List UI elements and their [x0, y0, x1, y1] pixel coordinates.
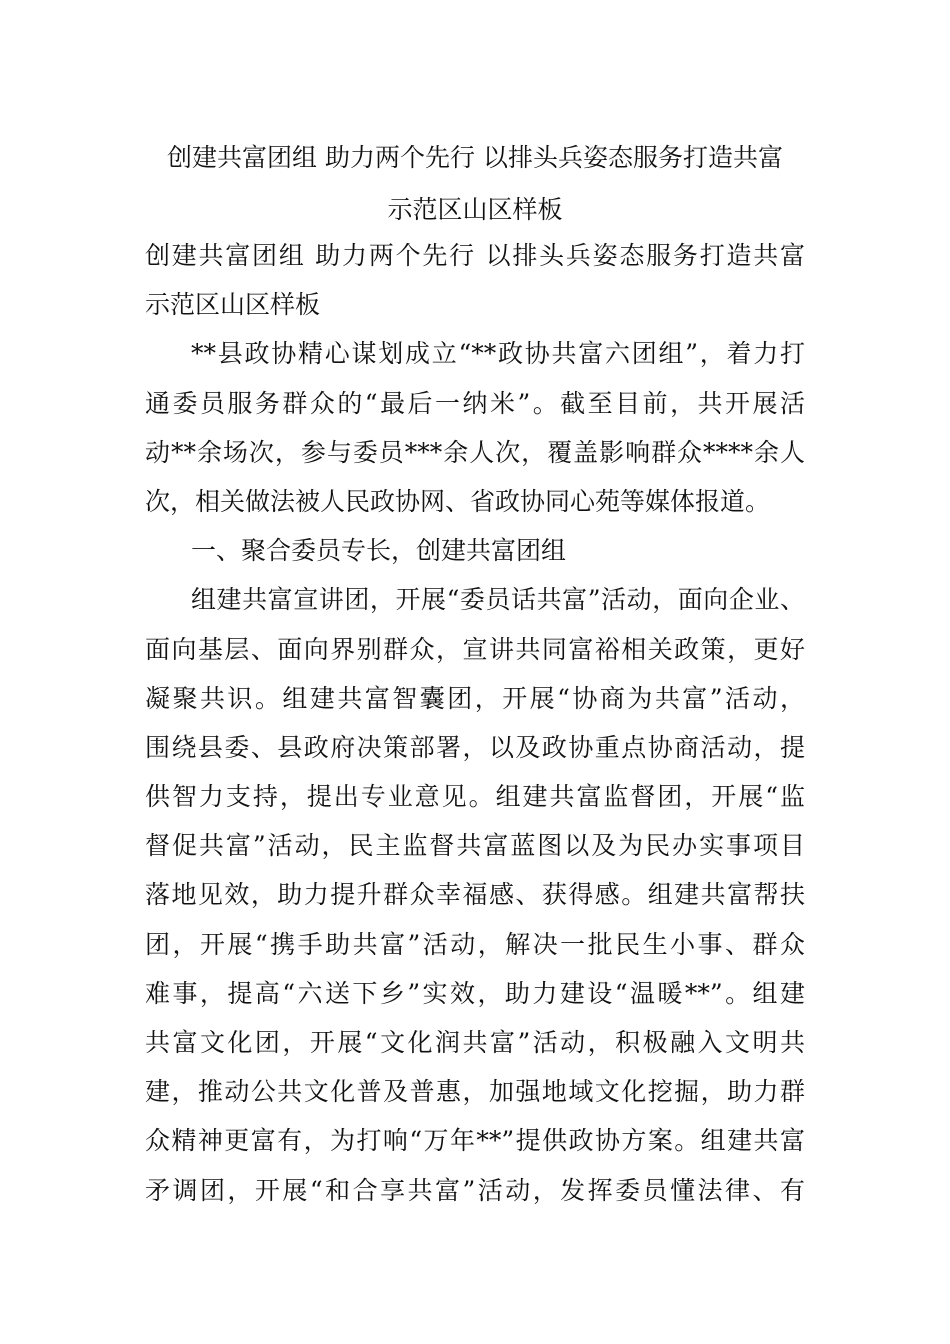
body-line: 通委员服务群众的“最后一纳米”。截至目前，共开展活 — [145, 388, 805, 418]
document-title — [145, 132, 805, 236]
body-line: 围绕县委、县政府决策部署，以及政协重点协商活动，提 — [145, 732, 805, 762]
body-line: 次，相关做法被人民政协网、省政协同心苑等媒体报道。 — [145, 486, 771, 516]
title-line-2: 示范区山区样板 — [387, 195, 563, 224]
body-line: 凝聚共识。组建共富智囊团，开展“协商为共富”活动， — [145, 683, 805, 713]
body-line: 建，推动公共文化普及普惠，加强地域文化挖掘，助力群 — [145, 1077, 805, 1107]
body-line: 团，开展“携手助共富”活动，解决一批民生小事、群众 — [145, 929, 805, 959]
body-line: 督促共富”活动，民主监督共富蓝图以及为民办实事项目 — [145, 831, 805, 861]
body-line: 供智力支持，提出专业意见。组建共富监督团，开展“监 — [145, 782, 805, 812]
body-line: **县政协精心谋划成立“**政协共富六团组”，着力打 — [191, 339, 805, 369]
body-line: 创建共富团组 助力两个先行 以排头兵姿态服务打造共富 — [145, 241, 805, 270]
title-line-1: 创建共富团组 助力两个先行 以排头兵姿态服务打造共富 — [167, 143, 783, 172]
body-line: 动**余场次，参与委员***余人次，覆盖影响群众****余人 — [145, 437, 805, 467]
body-line: 矛调团，开展“和合享共富”活动，发挥委员懂法律、有 — [145, 1175, 805, 1205]
body-line: 组建共富宣讲团，开展“委员话共富”活动，面向企业、 — [191, 585, 805, 615]
body-line: 一、聚合委员专长，创建共富团组 — [191, 536, 567, 566]
body-line: 面向基层、面向界别群众，宣讲共同富裕相关政策，更好 — [145, 634, 805, 664]
body-line: 共富文化团，开展“文化润共富”活动，积极融入文明共 — [145, 1028, 805, 1057]
body-line: 难事，提高“六送下乡”实效，助力建设“温暖**”。组建 — [145, 978, 805, 1008]
document-body — [145, 231, 805, 1215]
body-line: 落地见效，助力提升群众幸福感、获得感。组建共富帮扶 — [145, 880, 805, 910]
body-line: 众精神更富有，为打响“万年**”提供政协方案。组建共富 — [145, 1126, 805, 1156]
body-line: 示范区山区样板 — [145, 290, 321, 320]
